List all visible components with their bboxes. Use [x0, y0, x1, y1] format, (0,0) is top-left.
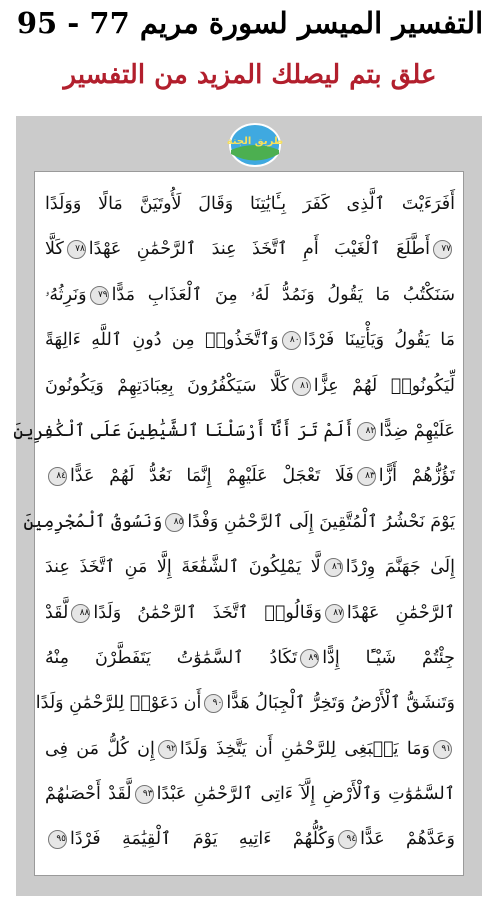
verse-text: تَؤُزُّهُمْ أَزًّا [378, 466, 455, 487]
site-logo-icon [228, 122, 282, 168]
verse-text: وَٱتَّخَذُوا۟ مِن دُونِ ٱللَّهِ ءَالِهَةً [45, 330, 279, 351]
verse-text: جِئْتُمْ شَيْـًٔا إِدًّا [322, 647, 455, 668]
verse-text: عَلَيْهِمْ ضِدًّا [379, 420, 455, 441]
verse-text: يَوْمَ نَحْشُرُ ٱلْمُتَّقِينَ إِلَى ٱلرَّحْمَٰنِ وَفْدًا [187, 511, 455, 532]
verse-text: سَنَكْتُبُ مَا يَقُولُ وَنَمُدُّ لَهُۥ مِنَ ٱلْعَذَابِ مَدًّا [111, 284, 455, 305]
verse-text: ٱلرَّحْمَٰنِ عَهْدًا [346, 602, 455, 623]
verse-line [45, 638, 455, 678]
verse-text: فَلَا تَعْجَلْ عَلَيْهِمْ إِنَّمَا نَعُدُّ لَهُمْ عَدًّا [70, 466, 354, 487]
ayah-number-marker: ٩٥ [48, 830, 67, 849]
verse-text: كَلَّا سَيَكْفُرُونَ بِعِبَادَتِهِمْ وَيَكُونُونَ [45, 375, 289, 396]
verse-text: لِّيَكُونُوا۟ لَهُمْ عِزًّا [313, 375, 455, 396]
verse-text: لَّقَدْ أَحْصَىٰهُمْ [45, 784, 132, 805]
ayah-number-marker: ٧٩ [90, 286, 109, 305]
verse-line [23, 502, 455, 542]
ayah-number-marker: ٨٥ [165, 513, 184, 532]
verse-line [45, 229, 455, 269]
verse-text: إِلَىٰ جَهَنَّمَ وِرْدًا [345, 557, 456, 578]
verse-line [45, 593, 455, 633]
ayah-number-marker: ٩٣ [135, 785, 154, 804]
verse-line [13, 411, 455, 451]
ayah-number-marker: ٩١ [433, 740, 452, 759]
verse-line [45, 366, 455, 406]
verse-text: لَّا يَمْلِكُونَ ٱلشَّفَٰعَةَ إِلَّا مَنِ ٱتَّخَذَ عِندَ [45, 557, 321, 578]
mushaf-page [13, 171, 464, 876]
ayah-number-marker: ٩٤ [338, 830, 357, 849]
ayah-number-marker: ٨٤ [48, 467, 67, 486]
ayah-number-marker: ٨٨ [71, 604, 90, 623]
verse-line [45, 184, 455, 224]
verse-text: لَّقَدْ [45, 602, 69, 623]
verse-text: وَمَا يَنۢبَغِى لِلرَّحْمَٰنِ أَن يَتَّخِذَ وَلَدًا [179, 738, 431, 759]
verse-line [45, 456, 455, 496]
ayah-number-marker: ٧٨ [67, 240, 86, 259]
verse-text: أَفَرَءَيْتَ ٱلَّذِى كَفَرَ بِـَٔايَٰتِنَا وَقَالَ لَأُوتَيَنَّ مَالًا وَوَلَدًا [45, 194, 455, 214]
ayah-number-marker: ٨٠ [282, 331, 301, 350]
verse-lines [13, 184, 456, 865]
verse-text: تَكَادُ ٱلسَّمَٰوَٰتُ يَتَفَطَّرْنَ مِنْهُ [45, 647, 298, 668]
verse-text: وَنَسُوقُ ٱلْمُجْرِمِينَ [23, 511, 163, 532]
verse-text: وَكُلُّهُمْ ءَاتِيهِ يَوْمَ ٱلْقِيَٰمَةِ فَرْدًا [70, 829, 336, 850]
verse-text: وَتَنشَقُّ ٱلْأَرْضُ وَتَخِرُّ ٱلْجِبَالُ هَدًّا [226, 693, 455, 714]
quran-page-frame [13, 116, 482, 896]
ayah-number-marker: ٩٢ [158, 740, 177, 759]
verse-line [45, 320, 455, 360]
verse-line [45, 774, 455, 814]
verse-line [45, 729, 455, 769]
page-title: التفسير الميسر لسورة مريم 77 - 95 [16, 6, 484, 40]
verse-text: كَلَّا [45, 239, 64, 260]
verse-text: أَطَّلَعَ ٱلْغَيْبَ أَمِ ٱتَّخَذَ عِندَ ٱلرَّحْمَٰنِ عَهْدًا [88, 239, 430, 260]
verse-text: وَعَدَّهُمْ عَدًّا [360, 829, 455, 850]
ayah-number-marker: ٩٠ [204, 694, 223, 713]
call-to-action-subtitle: علق بتم ليصلك المزيد من التفسير [63, 60, 437, 90]
ayah-number-marker: ٨٢ [357, 422, 376, 441]
verse-text: وَقَالُوا۟ ٱتَّخَذَ ٱلرَّحْمَٰنُ وَلَدًا [93, 602, 322, 623]
verse-line [45, 275, 455, 315]
ayah-number-marker: ٨١ [292, 377, 311, 396]
logo-text: طريق الجنة [226, 136, 284, 147]
verse-text: مَا يَقُولُ وَيَأْتِينَا فَرْدًا [303, 330, 456, 351]
ayah-number-marker: ٨٦ [324, 558, 343, 577]
verse-text: وَنَرِثُهُۥ [45, 284, 87, 305]
ayah-number-marker: ٨٣ [357, 467, 376, 486]
verse-text: أَلَمْ تَرَ أَنَّآ أَرْسَلْنَا ٱلشَّيَٰطِينَ عَلَى ٱلْكَٰفِرِينَ [13, 420, 355, 441]
verse-text: أَن دَعَوْا۟ لِلرَّحْمَٰنِ وَلَدًا [35, 693, 202, 714]
ayah-number-marker: ٨٩ [300, 649, 319, 668]
verse-text: ٱلسَّمَٰوَٰتِ وَٱلْأَرْضِ إِلَّآ ءَاتِى ٱلرَّحْمَٰنِ عَبْدًا [156, 784, 455, 805]
ayah-number-marker: ٨٧ [325, 604, 344, 623]
ayah-number-marker: ٧٧ [433, 240, 452, 259]
verse-line [35, 683, 455, 723]
verse-line [45, 819, 455, 859]
verse-text: إِن كُلُّ مَن فِى [45, 738, 155, 759]
verse-line [45, 547, 455, 587]
